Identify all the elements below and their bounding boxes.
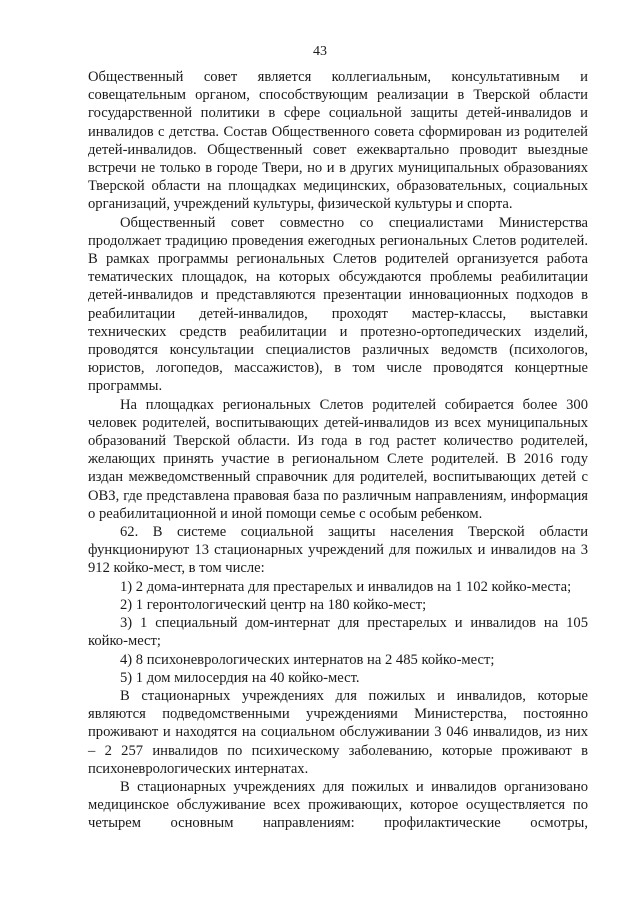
- paragraph-item-62: 62. В системе социальной защиты населения Тверской области функционируют 13 стационарных учреждений для пожилых и инвалидов на 3 912 койко-мест, в том числе:: [88, 524, 588, 577]
- paragraph-rally-attendance: На площадках региональных Слетов родителей собирается более 300 человек родителей, воспитывающих детей-инвалидов из всех муниципальных образований Тверской области. Из года в год растет количество родителей, желающих принять участие в региональном Слете родителей. В 2016 году издан межведомственный справочник для родителей, воспитывающих детей с ОВЗ, где представлена правовая база по различным направлениям, информация о реабилитационной и иной помощи семье с особым ребенком.: [88, 396, 588, 522]
- list-item: 3) 1 специальный дом-интернат для престарелых и инвалидов на 105 койко-мест;: [88, 615, 588, 650]
- list-item: 4) 8 психоневрологических интернатов на 2 485 койко-мест;: [120, 651, 495, 668]
- paragraph-public-council: Общественный совет является коллегиальным, консультативным и совещательным органом, способствующим реализации в Тверской области государственной политики в сфере социальной защиты детей-инвалидов и инвалидов с детства. Состав Общественного совета сформирован из родителей детей-инвалидов. Общественный совет ежеквартально проводит выездные встречи не только в городе Твери, но и в других муниципальных образованиях Тверской области на площадках медицинских, образовательных, социальных организаций, учреждений культуры, физической культуры и спорта.: [88, 69, 588, 213]
- document-body: [88, 68, 588, 833]
- page-number: 43: [313, 44, 327, 59]
- paragraph-parents-rally: Общественный совет совместно со специалистами Министерства продолжает традицию проведения ежегодных региональных Слетов родителей. В рамках программы региональных Слетов родителей организуется работа тематических площадок, на которых обсуждаются проблемы реабилитации детей-инвалидов и представляются презентации инновационных подходов в реабилитации детей-инвалидов, проходят мастер-классы, выставки технических средств реабилитации и протезно-ортопедических изделий, проводятся консультации специалистов различных ведомств (психологов, юристов, логопедов, массажистов), в том числе проводятся концертные программы.: [88, 214, 588, 395]
- list-item: 5) 1 дом милосердия на 40 койко-мест.: [120, 669, 360, 686]
- paragraph-medical-service: В стационарных учреждениях для пожилых и инвалидов организовано медицинское обслуживание всех проживающих, которое осуществляется по четырем основным направлениям: профилактические осмотры,: [88, 778, 588, 832]
- list-item: 2) 1 геронтологический центр на 180 койко-мест;: [120, 596, 427, 613]
- list-item: 1) 2 дома-интерната для престарелых и инвалидов на 1 102 койко-места;: [120, 578, 572, 595]
- paragraph-residents: В стационарных учреждениях для пожилых и инвалидов, которые являются подведомственными учреждениями Министерства, постоянно проживают и находятся на социальном обслуживании 3 046 инвалидов, из них – 2 257 инвалидов по психическому заболеванию, которые проживают в психоневрологических интернатах.: [88, 687, 588, 777]
